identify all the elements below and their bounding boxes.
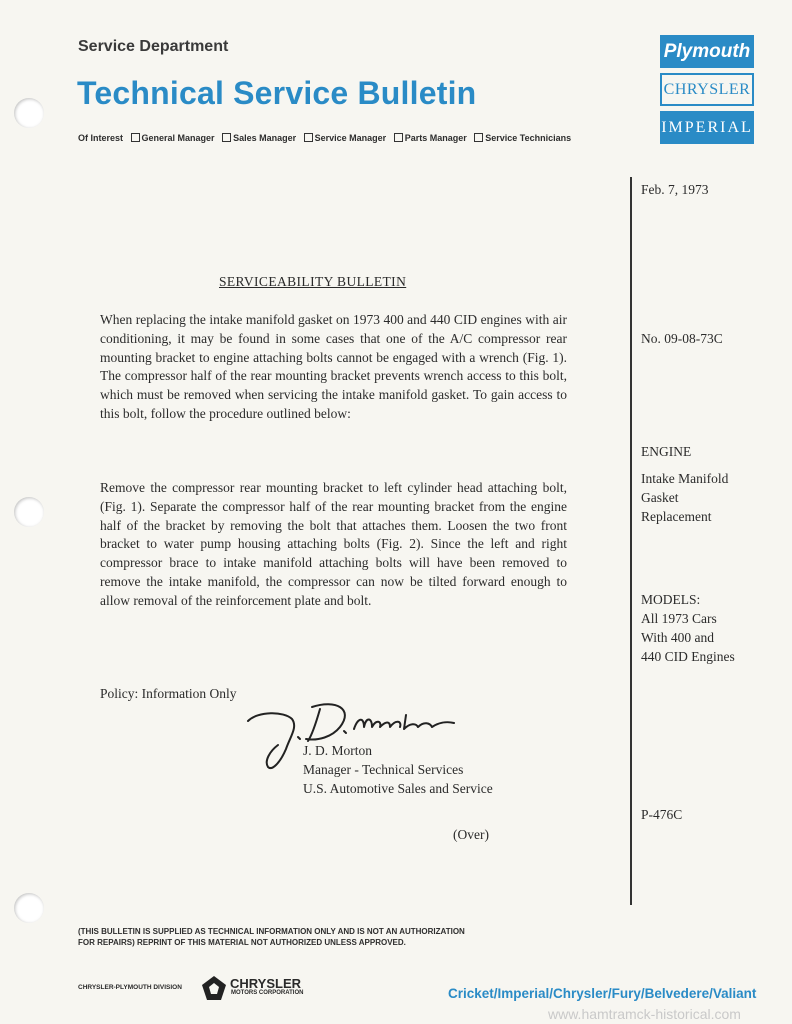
- division-label: CHRYSLER-PLYMOUTH DIVISION: [78, 984, 182, 991]
- chrysler-corporation-logo-text: CHRYSLER: [230, 976, 302, 991]
- checkbox-icon: [131, 133, 140, 142]
- checkbox-icon: [304, 133, 313, 142]
- models-line: 440 CID Engines: [641, 649, 735, 664]
- binder-hole-top: [14, 98, 44, 128]
- checkbox-icon: [222, 133, 231, 142]
- role-label: Service Manager: [314, 133, 387, 143]
- subject-line: Replacement: [641, 509, 712, 524]
- sidebar-divider: [630, 177, 632, 905]
- binder-hole-middle: [14, 497, 44, 527]
- signer-organization: U.S. Automotive Sales and Service: [303, 781, 493, 796]
- checkbox-icon: [394, 133, 403, 142]
- role-label: General Manager: [141, 133, 215, 143]
- paragraph-procedure: Remove the compressor rear mounting bracket to left cylinder head attaching bolt, (Fig. 1). Separate the compressor half of the rear mounting bracket from the engine half of the bracket by removing the bolt that attaches them. Loosen the two front bracket to water pump housing attaching bolts (Fig. 2). Since the left and right compressor brace to intake manifold attaching bolts will have been removed to remove the intake manifold, the compressor can now be tilted forward enough to allow removal of the reinforcement plate and bolt.: [100, 480, 567, 608]
- category-label: ENGINE: [641, 444, 692, 459]
- paragraph-intro: When replacing the intake manifold gasket on 1973 400 and 440 CID engines with air conditioning, it may be found in some cases that one of the A/C compressor rear mounting bracket to engine attaching bolts cannot be engaged with a wrench (Fig. 1). The compressor half of the rear mounting bracket prevents wrench access to this bolt, which must be removed when servicing the intake manifold gasket. To gain access to this bolt, follow the procedure outlined below:: [100, 312, 567, 421]
- bulletin-date: Feb. 7, 1973: [641, 182, 709, 197]
- subject-line: Gasket: [641, 490, 679, 505]
- subject-line: Intake Manifold: [641, 471, 729, 486]
- policy-text: Policy: Information Only: [100, 686, 237, 701]
- source-watermark: www.hamtramck-historical.com: [548, 1006, 741, 1022]
- bulletin-number: No. 09-08-73C: [641, 331, 723, 346]
- imperial-logo: IMPERIAL: [660, 111, 754, 144]
- models-block: [641, 590, 735, 666]
- models-line: With 400 and: [641, 630, 714, 645]
- subject-block: [641, 469, 728, 526]
- chrysler-logo: CHRYSLER: [660, 73, 754, 106]
- signer-name: J. D. Morton: [303, 743, 373, 758]
- of-interest-row: [78, 133, 571, 143]
- form-number: P-476C: [641, 807, 683, 822]
- plymouth-logo: Plymouth: [660, 35, 754, 68]
- role-label: Parts Manager: [404, 133, 467, 143]
- pentastar-icon: [201, 975, 227, 1001]
- disclaimer: [78, 926, 465, 948]
- model-lineup: Cricket/Imperial/Chrysler/Fury/Belvedere/Valiant: [448, 986, 757, 1001]
- of-interest-label: Of Interest: [78, 133, 124, 143]
- disclaimer-line: (THIS BULLETIN IS SUPPLIED AS TECHNICAL INFORMATION ONLY AND IS NOT AN AUTHORIZATION: [78, 927, 465, 936]
- role-label: Sales Manager: [233, 133, 297, 143]
- bulletin-title: Technical Service Bulletin: [77, 75, 477, 111]
- department-label: Service Department: [78, 38, 229, 55]
- role-label: Service Technicians: [485, 133, 572, 143]
- signer-title: Manager - Technical Services: [303, 762, 464, 777]
- disclaimer-line: FOR REPAIRS) REPRINT OF THIS MATERIAL NOT AUTHORIZED UNLESS APPROVED.: [78, 938, 406, 947]
- checkbox-icon: [474, 133, 483, 142]
- models-line: All 1973 Cars: [641, 611, 717, 626]
- bulletin-headline: SERVICEABILITY BULLETIN: [219, 274, 407, 289]
- models-label: MODELS:: [641, 592, 701, 607]
- chrysler-corporation-logo-subtext: MOTORS CORPORATION: [231, 990, 304, 996]
- over-indicator: (Over): [453, 827, 489, 842]
- binder-hole-bottom: [14, 893, 44, 923]
